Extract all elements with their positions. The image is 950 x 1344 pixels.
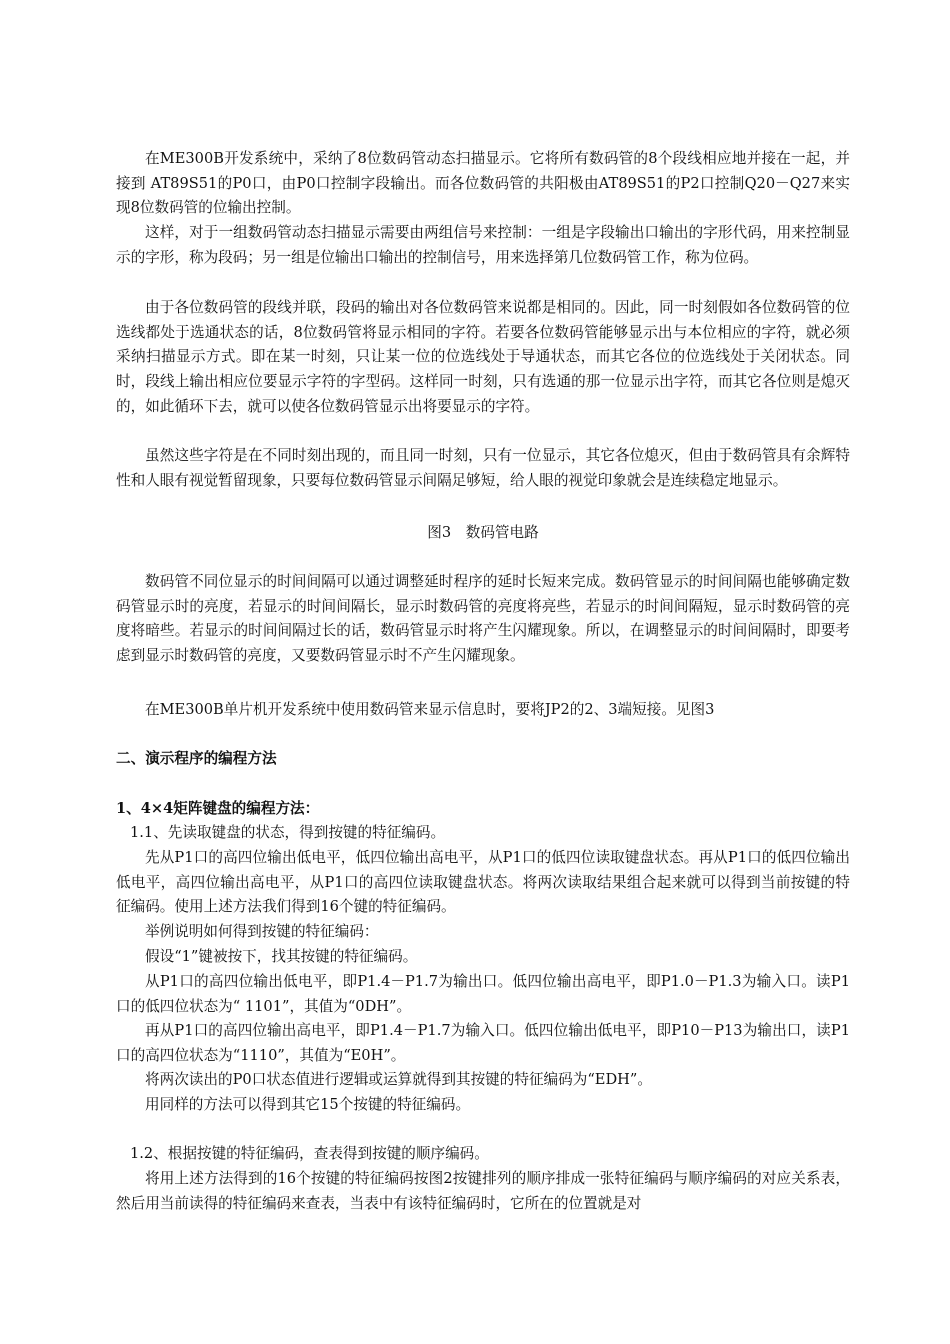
paragraph-lookup-table: 将用上述方法得到的16个按键的特征编码按图2按键排列的顺序排成一张特征编码与顺序编码的对应关系表，然后用当前读得的特征编码来查表，当表中有该特征编码时，它所在的位置就是对 xyxy=(116,1170,850,1212)
paragraph-example-intro: 举例说明如何得到按键的特征编码： xyxy=(145,923,379,940)
paragraph-read-p1-port: 先从P1口的高四位输出低电平，低四位输出高电平，从P1口的低四位读取键盘状态。再从P1口的低四位输出低电平，高四位输出高电平，从P1口的高四位读取键盘状态。将两次读取结果组合起来就可以得到当前按键的特征编码。使用上述方法我们得到16个键的特征编码。 xyxy=(116,849,850,916)
paragraph-scan-display-mode: 由于各位数码管的段线并联，段码的输出对各位数码管来说都是相同的。因此，同一时刻假如各位数码管的位选线都处于选通状态的话，8位数码管将显示相同的字符。若要各位数码管能够显示出与本位相应的字符，就必须采纳扫描显示方式。即在某一时刻，只让某一位的位选线处于导通状态，而其它各位的位选线处于关闭状态。同时，段线上输出相应位要显示字符的字型码。这样同一时刻，只有选通的那一位显示出字符，而其它各位则是熄灭的，如此循环下去，就可以使各位数码管显示出将要显示的字符。 xyxy=(116,299,850,415)
paragraph-low-nibble-output: 再从P1口的高四位输出高电平，即P1.4－P1.7为输入口。低四位输出低电平，即P10－P13为输出口，读P1口的高四位状态为“1110”，其值为“E0H”。 xyxy=(116,1022,850,1064)
paragraph-logical-or: 将两次读出的P0口状态值进行逻辑或运算就得到其按键的特征编码为“EDH”。 xyxy=(145,1071,652,1088)
subsection-heading-lookup-table: 1.2、根据按键的特征编码，查表得到按键的顺序编码。 xyxy=(130,1145,489,1162)
subsection-heading-matrix-keyboard: 1、4×4矩阵键盘的编程方法： xyxy=(116,800,320,817)
paragraph-display-interval: 数码管不同位显示的时间间隔可以通过调整延时程序的延时长短来完成。数码管显示的时间间隔也能够确定数码管显示时的亮度，若显示的时间间隔长，显示时数码管的亮度将亮些，若显示的时间间隔短，显示时数码管的亮度将暗些。若显示的时间间隔过长的话，数码管显示时将产生闪耀现象。所以，在调整显示的时间间隔时，即要考虑到显示时数码管的亮度，又要数码管显示时不产生闪耀现象。 xyxy=(116,573,850,665)
section-heading-demo-programming: 二、演示程序的编程方法 xyxy=(116,750,277,767)
paragraph-persistence-of-vision: 虽然这些字符是在不同时刻出现的，而且同一时刻，只有一位显示，其它各位熄灭，但由于数码管具有余辉特性和人眼有视觉暂留现象，只要每位数码管显示间隔足够短，给人眼的视觉印象就会是连续稳定地显示。 xyxy=(116,447,850,489)
paragraph-two-signal-groups: 这样，对于一组数码管动态扫描显示需要由两组信号来控制：一组是字段输出口输出的字形代码，用来控制显示的字形，称为段码；另一组是位输出口输出的控制信号，用来选择第几位数码管工作，称为位码。 xyxy=(116,224,850,266)
subsection-heading-read-keyboard-state: 1.1、先读取键盘的状态，得到按键的特征编码。 xyxy=(130,824,446,841)
paragraph-dynamic-scan-intro: 在ME300B开发系统中，采纳了8位数码管动态扫描显示。它将所有数码管的8个段线相应地并接在一起，并接到 AT89S51的P0口，由P0口控制字段输出。而各位数码管的共阳极由AT89S51的P2口控制Q20－Q27来实现8位数码管的位输出控制。 xyxy=(116,150,850,217)
paragraph-jp2-jumper: 在ME300B单片机开发系统中使用数码管来显示信息时，要将JP2的2、3端短接。见图3 xyxy=(145,701,715,718)
paragraph-other-keys: 用同样的方法可以得到其它15个按键的特征编码。 xyxy=(145,1096,471,1113)
paragraph-assume-key1: 假设“1”键被按下，找其按键的特征编码。 xyxy=(145,948,418,965)
figure-caption: 图3 数码管电路 xyxy=(427,524,539,541)
paragraph-high-nibble-output: 从P1口的高四位输出低电平，即P1.4－P1.7为输出口。低四位输出高电平，即P1.0－P1.3为输入口。读P1口的低四位状态为“ 1101”，其值为“0DH”。 xyxy=(116,973,850,1015)
